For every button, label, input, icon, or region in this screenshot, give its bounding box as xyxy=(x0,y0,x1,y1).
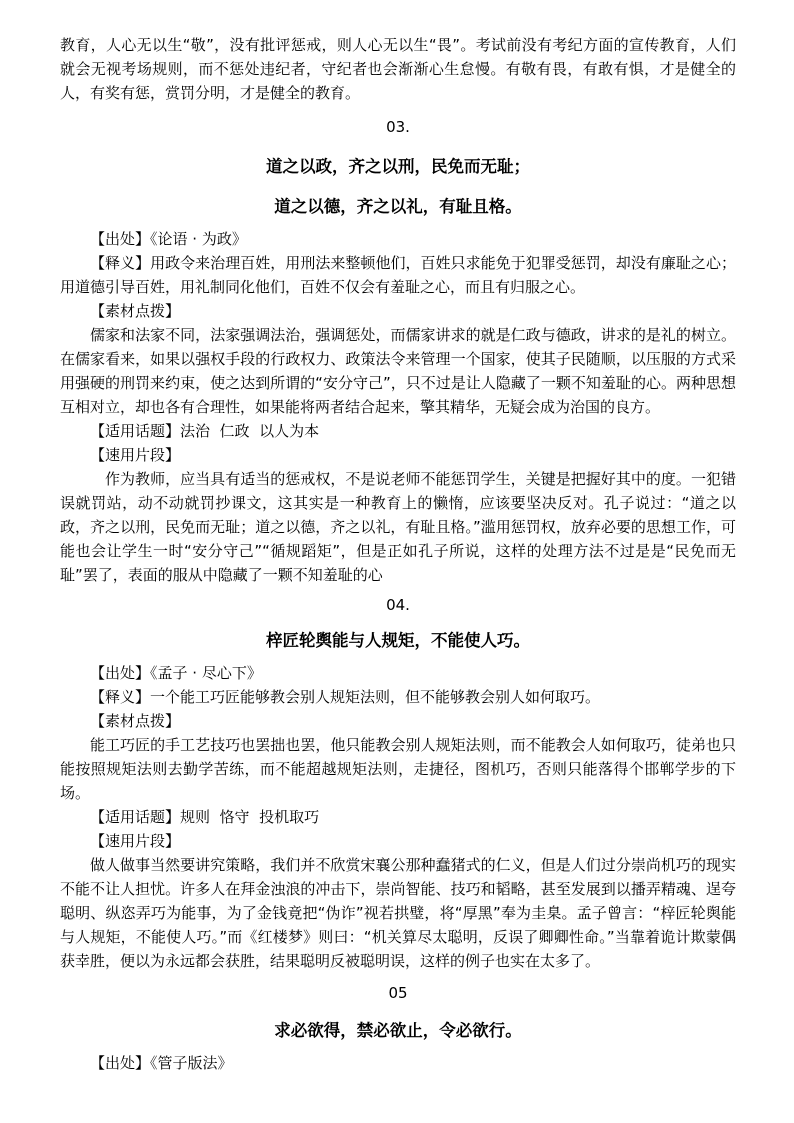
source-text: 《论语 · 为政》 xyxy=(150,230,247,248)
fragment-paragraph: 做人做事当然要讲究策略，我们并不欣赏宋襄公那种蠢猪式的仁义，但是人们过分崇尚机巧的现实不能不让人担忧。许多人在拜金浊浪的冲击下，崇尚智能、技巧和韬略，甚至发展到以播弄精魂、逞夸聪明、纵恣弄巧为能事，为了金钱竟把“伪诈”视若拱璧，将“厚黑”奉为圭臬。孟子曾言：“梓匠轮舆能与人规矩，不能使人巧。”而《红楼梦》则曰：“机关算尽太聪明，反误了卿卿性命。”当靠着诡计欺蒙偶获幸胜，便以为永远都会获胜，结果聪明反被聪明误，这样的例子也实在太多了。 xyxy=(60,856,736,970)
source-text: 《管子版法》 xyxy=(150,1054,233,1072)
fragment-paragraph: 作为教师，应当具有适当的惩戒权，不是说老师不能惩罚学生，关键是把握好其中的度。一犯错误就罚站，动不动就罚抄课文，这其实是一种教育上的懒惰，应该要坚决反对。孔子说过：“道之以政，齐之以刑，民免而无耻；道之以德，齐之以礼，有耻且格。”滥用惩罚权，放弃必要的思想工作，可能也会让学生一时“安分守己”“循规蹈矩”，但是正如孔子所说，这样的处理方法不过是是“民免而无耻”罢了，表面的服从中隐藏了一颗不知羞耻的心 xyxy=(60,470,736,584)
meaning-text: 一个能工巧匠能够教会别人规矩法则，但不能够教会别人如何取巧。 xyxy=(150,688,601,706)
material-label: 【素材点拨】 xyxy=(90,302,181,320)
topics-label: 【适用话题】 xyxy=(90,808,181,826)
topics-line xyxy=(60,805,736,829)
source-line xyxy=(60,661,736,685)
meaning-paragraph xyxy=(60,251,736,299)
source-line xyxy=(60,227,736,251)
source-label: 【出处】 xyxy=(90,230,151,248)
meaning-label: 【释义】 xyxy=(90,688,151,706)
fragment-label: 【速用片段】 xyxy=(90,832,181,850)
section-title-line: 道之以政，齐之以刑，民免而无耻； xyxy=(266,157,530,176)
material-paragraph: 能工巧匠的手工艺技巧也罢拙也罢，他只能教会别人规矩法则，而不能教会人如何取巧，徒弟也只能按照规矩法则去勤学苦练，而不能超越规矩法则，走捷径，图机巧，否则只能落得个邯郸学步的下场。 xyxy=(60,736,736,802)
section-number: 05 xyxy=(388,984,408,1002)
source-label: 【出处】 xyxy=(90,664,151,682)
section-number: 03. xyxy=(386,118,410,136)
meaning-text: 用政令来治理百姓，用刑法来整顿他们，百姓只求能免于犯罪受惩罚，却没有廉耻之心；用道德引导百姓，用礼制同化他们，百姓不仅会有羞耻之心，而且有归服之心。 xyxy=(60,254,736,296)
section-title-line: 求必欲得，禁必欲止，令必欲行。 xyxy=(274,1021,522,1040)
intro-paragraph: 教育，人心无以生“敬”，没有批评惩戒，则人心无以生“畏”。考试前没有考纪方面的宣传教育，人们就会无视考场规则，而不惩处违纪者，守纪者也会渐渐心生怠慢。有敬有畏，有敢有惧，才是健全的人，有奖有惩，赏罚分明，才是健全的教育。 xyxy=(60,36,736,102)
section-title-line: 道之以德，齐之以礼，有耻且格。 xyxy=(274,197,522,216)
material-label: 【素材点拨】 xyxy=(90,712,181,730)
section-number: 04. xyxy=(386,596,410,614)
topics-label: 【适用话题】 xyxy=(90,422,181,440)
source-line xyxy=(60,1051,736,1075)
source-label: 【出处】 xyxy=(90,1054,151,1072)
fragment-label: 【速用片段】 xyxy=(90,446,181,464)
section-title-line: 梓匠轮舆能与人规矩，不能使人巧。 xyxy=(266,631,530,650)
meaning-paragraph xyxy=(60,685,736,709)
topics-line xyxy=(60,419,736,443)
meaning-label: 【释义】 xyxy=(90,254,151,272)
source-text: 《孟子 · 尽心下》 xyxy=(150,664,262,682)
topics-text: 规则 恪守 投机取巧 xyxy=(180,808,320,826)
topics-text: 法治 仁政 以人为本 xyxy=(180,422,320,440)
material-paragraph: 儒家和法家不同，法家强调法治，强调惩处，而儒家讲求的就是仁政与德政，讲求的是礼的树立。在儒家看来，如果以强权手段的行政权力、政策法令来管理一个国家，使其子民随顺，以压服的方式采用强硬的刑罚来约束，使之达到所谓的“安分守己”，只不过是让人隐藏了一颗不知羞耻的心。两种思想互相对立，却也各有合理性，如果能将两者结合起来，擎其精华，无疑会成为治国的良方。 xyxy=(60,326,736,416)
